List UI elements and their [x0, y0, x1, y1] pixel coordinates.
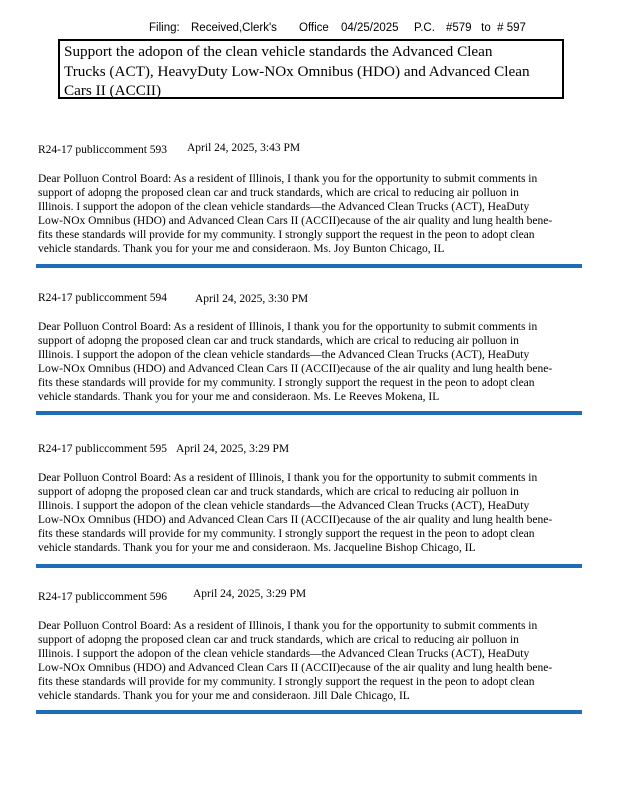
- comment-body: [38, 619, 578, 703]
- comment-line: vehicle standards. Thank you for your me and consideraon. Ms. Joy Bunton Chicago, IL: [38, 243, 445, 255]
- comment-line: Low-NOx Omnibus (HDO) and Advanced Clean Cars II (ACCII)ecause of the air quality and lung health bene-: [38, 514, 553, 526]
- stamp-received-label: Received,Clerk's: [191, 22, 277, 34]
- comment-id: R24-17 publiccomment 595: [38, 443, 168, 455]
- comment-header: [38, 588, 583, 607]
- comment-header: [38, 144, 583, 160]
- comment-line: fits these standards will provide for my community. I strongly support the request in the peon to adopt clean: [38, 377, 535, 389]
- section-divider: [36, 264, 582, 268]
- comment-header: [38, 443, 583, 459]
- section-divider: [36, 411, 582, 415]
- comment-line: Dear Polluon Control Board: As a resident of Illinois, I thank you for the opportunity to submit comments in: [38, 321, 538, 333]
- comment-id: R24-17 publiccomment 594: [38, 292, 168, 304]
- comment-date: April 24, 2025, 3:29 PM: [176, 443, 290, 455]
- comment-body: [38, 172, 578, 256]
- comment-header: [38, 292, 583, 308]
- stamp-pc-label: P.C.: [414, 22, 435, 34]
- comment-line: support of adopng the proposed clean car and truck standards, which are crical to reducing air polluon in: [38, 634, 519, 646]
- comment-line: Low-NOx Omnibus (HDO) and Advanced Clean Cars II (ACCII)ecause of the air quality and lung health bene-: [38, 215, 553, 227]
- public-comment: [38, 144, 583, 256]
- comment-line: fits these standards will provide for my community. I strongly support the request in the peon to adopt clean: [38, 528, 535, 540]
- section-divider: [36, 564, 582, 568]
- comment-line: Dear Polluon Control Board: As a resident of Illinois, I thank you for the opportunity to submit comments in: [38, 472, 538, 484]
- stamp-date: 04/25/2025: [341, 22, 399, 34]
- public-comment: [38, 443, 583, 555]
- comment-date: April 24, 2025, 3:30 PM: [195, 293, 309, 305]
- comment-line: Low-NOx Omnibus (HDO) and Advanced Clean Cars II (ACCII)ecause of the air quality and lung health bene-: [38, 662, 553, 674]
- comment-line: Dear Polluon Control Board: As a resident of Illinois, I thank you for the opportunity to submit comments in: [38, 620, 538, 632]
- comment-line: vehicle standards. Thank you for your me and consideraon. Ms. Le Reeves Mokena, IL: [38, 391, 440, 403]
- comment-date: April 24, 2025, 3:29 PM: [193, 588, 307, 600]
- comment-line: Dear Polluon Control Board: As a resident of Illinois, I thank you for the opportunity to submit comments in: [38, 173, 538, 185]
- comment-id: R24-17 publiccomment 593: [38, 144, 168, 156]
- public-comment: [38, 588, 583, 703]
- stamp-office-label: Office: [299, 22, 329, 34]
- comment-line: Illinois. I support the adopon of the clean vehicle standards—the Advanced Clean Trucks (ACT), HeaDuty: [38, 349, 530, 361]
- public-comment: [38, 292, 583, 404]
- comment-line: fits these standards will provide for my community. I strongly support the request in the peon to adopt clean: [38, 676, 535, 688]
- document-title: [58, 39, 564, 99]
- comment-line: vehicle standards. Thank you for your me and consideraon. Jill Dale Chicago, IL: [38, 690, 410, 702]
- comment-body: [38, 471, 578, 555]
- comment-line: Illinois. I support the adopon of the clean vehicle standards—the Advanced Clean Trucks (ACT), HeaDuty: [38, 500, 530, 512]
- stamp-range: #579 to # 597: [446, 22, 526, 34]
- comment-line: vehicle standards. Thank you for your me and consideraon. Ms. Jacqueline Bishop Chicago, IL: [38, 542, 476, 554]
- title-line: Support the adopon of the clean vehicle standards the Advanced Clean: [64, 43, 493, 60]
- comment-line: support of adopng the proposed clean car and truck standards, which are crical to reducing air polluon in: [38, 187, 519, 199]
- title-line: Trucks (ACT), HeavyDuty Low-NOx Omnibus (HDO) and Advanced Clean: [64, 62, 530, 80]
- comment-line: support of adopng the proposed clean car and truck standards, which are crical to reducing air polluon in: [38, 486, 519, 498]
- comment-id: R24-17 publiccomment 596: [38, 591, 168, 603]
- comment-date: April 24, 2025, 3:43 PM: [187, 142, 301, 154]
- section-divider: [36, 710, 582, 714]
- comment-line: support of adopng the proposed clean car and truck standards, which are crical to reducing air polluon in: [38, 335, 519, 347]
- title-line: Cars II (ACCII): [64, 82, 162, 99]
- comment-line: Low-NOx Omnibus (HDO) and Advanced Clean Cars II (ACCII)ecause of the air quality and lung health bene-: [38, 363, 553, 375]
- stamp-filing-label: Filing:: [149, 22, 180, 34]
- comment-line: Illinois. I support the adopon of the clean vehicle standards—the Advanced Clean Trucks (ACT), HeaDuty: [38, 201, 530, 213]
- comment-body: [38, 320, 578, 404]
- comment-line: fits these standards will provide for my community. I strongly support the request in the peon to adopt clean: [38, 229, 535, 241]
- comment-line: Illinois. I support the adopon of the clean vehicle standards—the Advanced Clean Trucks (ACT), HeaDuty: [38, 648, 530, 660]
